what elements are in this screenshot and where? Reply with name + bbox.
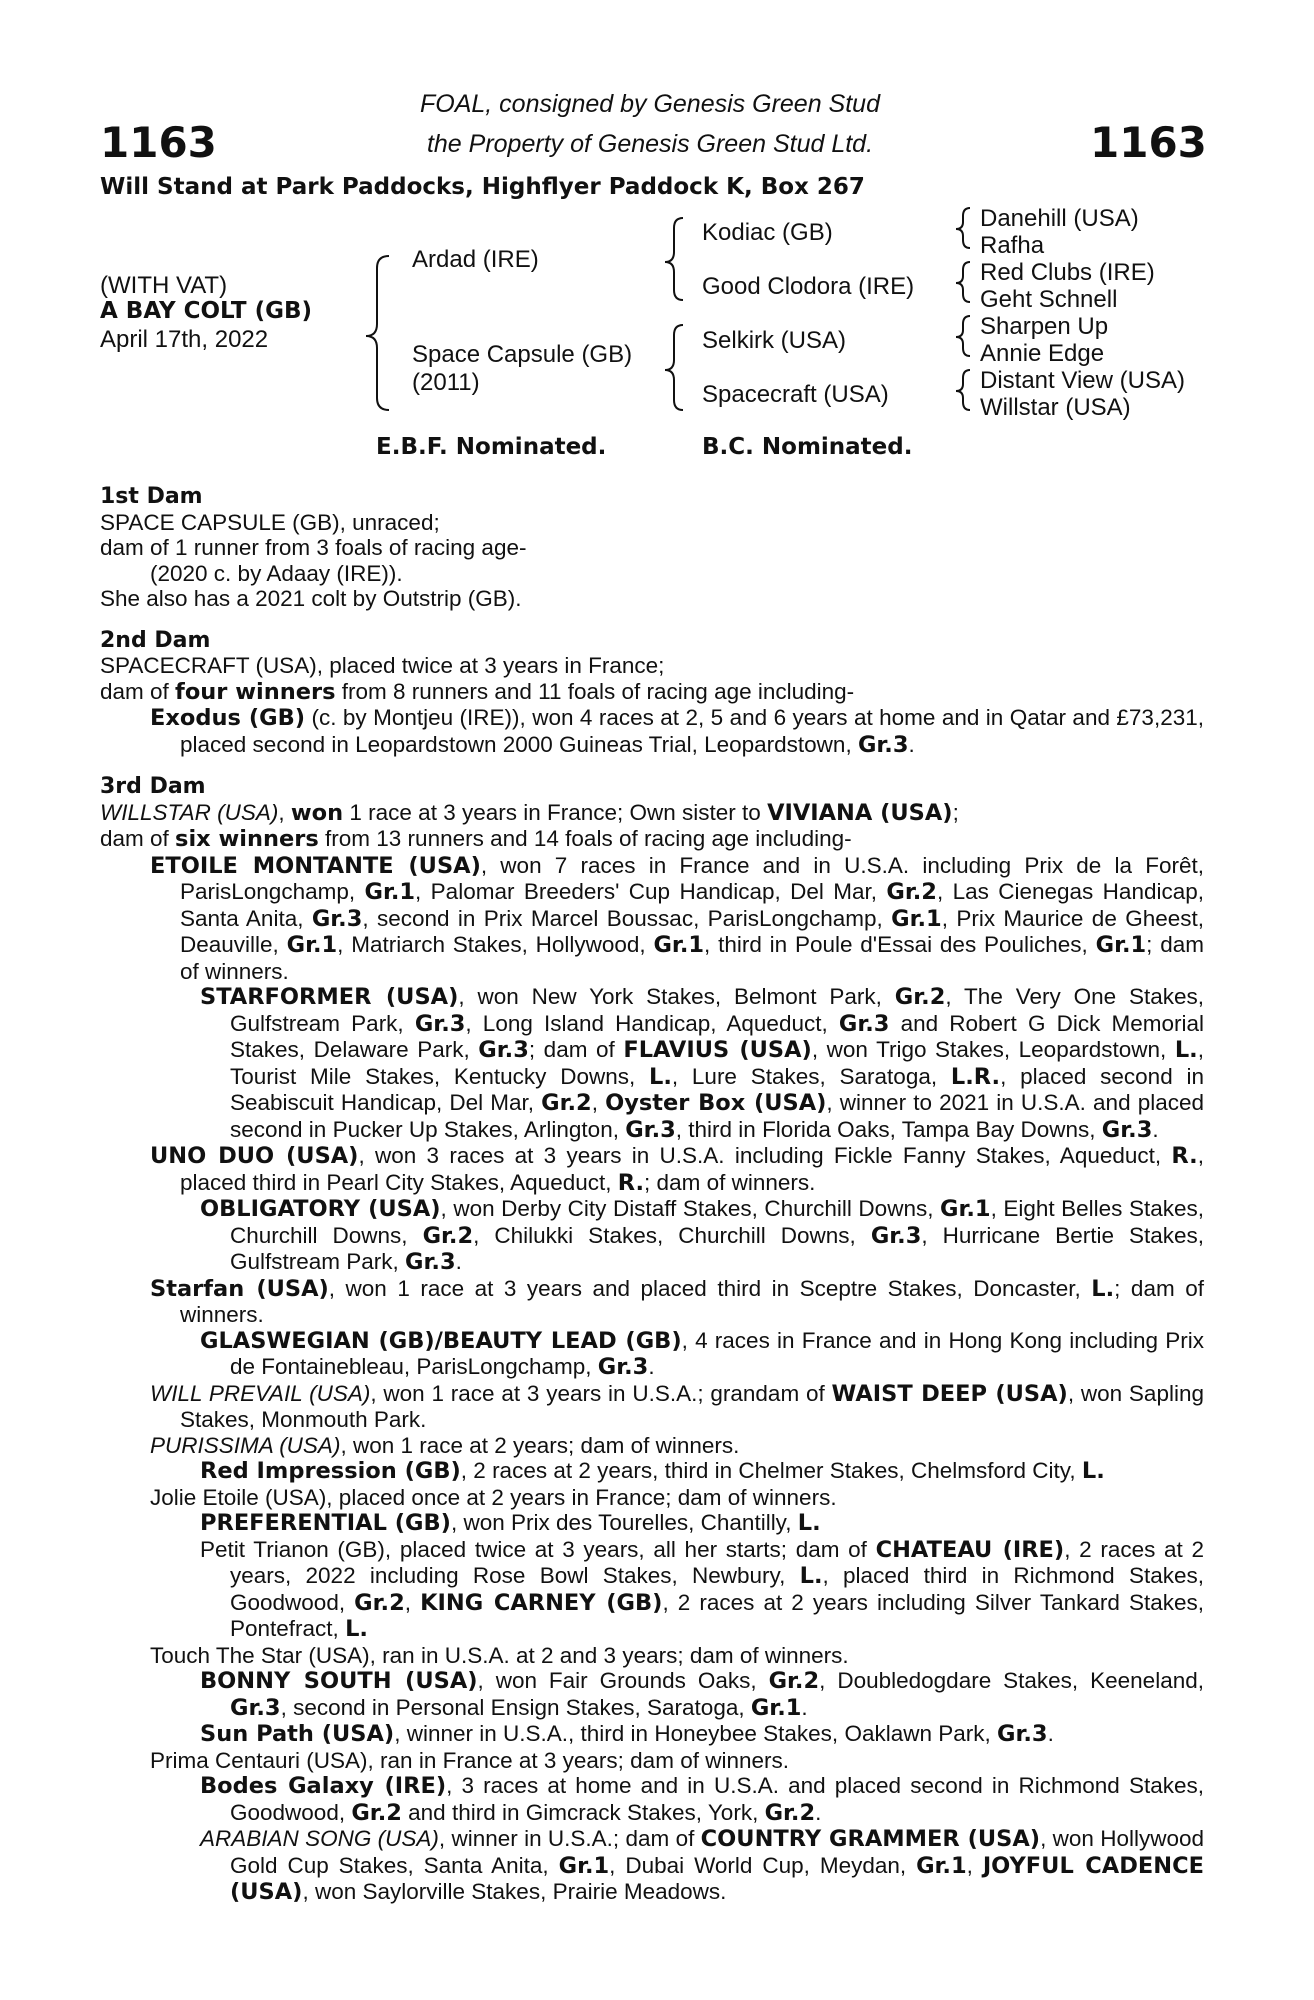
text-run: . (1152, 1116, 1159, 1142)
bold-text: L.R. (950, 1063, 1001, 1090)
text-run: SPACECRAFT (USA), placed twice at 3 years in France; (100, 653, 665, 678)
bold-text: L. (1091, 1275, 1115, 1302)
pedigree-g4-5: Sharpen Up (980, 313, 1109, 340)
text-run: 1 race at 3 years in France; Own sister to (343, 799, 768, 825)
bold-text: Gr.3 (414, 1010, 466, 1037)
text-run: , won Derby City Distaff Stakes, Churchill Downs, (440, 1196, 940, 1221)
text-run: from 8 runners and 11 foals of racing age including- (335, 678, 855, 704)
text-run: ; dam of winners. (644, 1169, 816, 1195)
text-run: , won 7 races in France and in U.S.A. including Prix de la Forêt, ParisLongchamp, (180, 852, 1204, 904)
text-run: , won New York Stakes, Belmont Park, (458, 984, 895, 1009)
text-run: . (455, 1249, 462, 1274)
bold-text: KING CARNEY (GB) (420, 1589, 663, 1616)
bold-text: Gr.3 (1101, 1116, 1153, 1143)
text-run: , Las Cienegas Handicap, Santa Anita, (180, 879, 1204, 931)
pedigree-dam: Space Capsule (GB) (412, 341, 633, 368)
bold-text: L. (799, 1563, 823, 1589)
record-entry (100, 1773, 1204, 1826)
text-run: dam of (100, 678, 176, 704)
bold-text: ETOILE MONTANTE (USA) (150, 852, 481, 879)
bold-text: COUNTRY GRAMMER (USA) (700, 1826, 1041, 1852)
bold-text: four winners (175, 678, 336, 705)
bold-text: L. (1174, 1037, 1198, 1063)
bold-text: Gr.1 (750, 1694, 802, 1721)
pedigree-g4-8: Willstar (USA) (980, 394, 1131, 421)
record-entry (100, 1328, 1204, 1381)
italic-text: PURISSIMA (USA) (150, 1432, 341, 1458)
bold-text: L. (1081, 1458, 1105, 1484)
text-run: (2020 c. by Adaay (IRE)). (150, 560, 403, 586)
brace-g4-3 (956, 316, 970, 356)
text-run: SPACE CAPSULE (GB), unraced; (100, 509, 440, 535)
pedigree-g4-7: Distant View (USA) (980, 367, 1185, 394)
text-run: . (1047, 1721, 1054, 1746)
bold-text: STARFORMER (USA) (200, 984, 459, 1010)
text-run: from 13 runners and 14 foals of racing age including- (318, 826, 852, 851)
bc-nomination: B.C. Nominated. (702, 434, 913, 460)
pedigree-g4-4: Geht Schnell (980, 286, 1118, 313)
text-run: , second in Personal Ensign Stakes, Saratoga, (280, 1694, 751, 1720)
record-entry (100, 1143, 1204, 1196)
text-run: , won Trigo Stakes, Leopardstown, (811, 1037, 1175, 1062)
pedigree-sire-sire: Kodiac (GB) (702, 219, 833, 246)
bold-text: Gr.3 (838, 1010, 890, 1037)
bold-text: Gr.2 (351, 1799, 402, 1826)
bold-text: R. (617, 1169, 645, 1196)
record-entry (100, 1748, 1204, 1774)
text-run: dam of 1 runner from 3 foals of racing age- (100, 535, 527, 560)
text-run: , winner to 2021 in U.S.A. and placed second in Pucker Up Stakes, Arlington, (230, 1090, 1205, 1142)
italic-text: ARABIAN SONG (USA) (200, 1826, 439, 1851)
lot-number-right: 1163 (1090, 118, 1207, 167)
bold-text: GLASWEGIAN (GB)/BEAUTY LEAD (GB) (200, 1327, 682, 1354)
text-run: and third in Gimcrack Stakes, York, (401, 1799, 765, 1825)
bold-text: Gr.2 (541, 1090, 592, 1116)
text-run: She also has a 2021 colt by Outstrip (GB). (100, 586, 522, 611)
bold-text: Gr.2 (894, 984, 946, 1010)
vat-note: (WITH VAT) (100, 272, 228, 299)
bold-text: Gr.1 (1095, 932, 1147, 958)
record-entry (100, 679, 1204, 706)
bold-text: Sun Path (USA) (200, 1721, 395, 1747)
text-run: and Robert G Dick Memorial Stakes, Delaware Park, (230, 1010, 1204, 1062)
bold-text: FLAVIUS (USA) (623, 1037, 812, 1063)
text-run: , Tourist Mile Stakes, Kentucky Downs, (230, 1037, 1204, 1089)
text-run: , Lure Stakes, Saratoga, (671, 1063, 951, 1089)
text-run: , 2 races at 2 years, 2022 including Rose Bowl Stakes, Newbury, (230, 1536, 1204, 1588)
bold-text: Red Impression (GB) (200, 1458, 461, 1484)
bold-text: WAIST DEEP (USA) (831, 1380, 1068, 1407)
pedigree-dam-sire: Selkirk (USA) (702, 327, 847, 354)
bold-text: L. (345, 1616, 368, 1642)
text-run: , Dubai World Cup, Meydan, (609, 1852, 917, 1878)
text-run: , placed third in Richmond Stakes, Goodwood, (230, 1563, 1204, 1615)
bold-text: Oyster Box (USA) (605, 1090, 827, 1116)
pedigree-sire-dam: Good Clodora (IRE) (702, 273, 915, 300)
record-entry (100, 1537, 1204, 1643)
bold-text: Gr.3 (997, 1721, 1048, 1747)
consignment-line-1: FOAL, consigned by Genesis Green Stud (420, 90, 880, 118)
record-entry (100, 1510, 1204, 1537)
section-heading: 1st Dam (100, 484, 203, 509)
brace-g4-2 (956, 262, 970, 302)
text-run: , won Hollywood Gold Cup Stakes, Santa Anita, (230, 1826, 1205, 1878)
text-run: , The Very One Stakes, Gulfstream Park, (230, 984, 1204, 1036)
text-run: , 2 races at 2 years including Silver Tankard Stakes, Pontefract, (230, 1589, 1204, 1641)
bold-text: Starfan (USA) (150, 1275, 329, 1302)
record-entry (100, 705, 1204, 758)
bold-text: Gr.2 (768, 1668, 820, 1694)
brace-dam (665, 325, 683, 410)
bold-text: R. (1171, 1143, 1198, 1169)
text-run: ; dam of (528, 1037, 624, 1062)
consignment-line-2: the Property of Genesis Green Stud Ltd. (426, 130, 874, 158)
text-run: , placed third in Pearl City Stakes, Aqueduct, (180, 1143, 1204, 1195)
record-entry (100, 1433, 1204, 1459)
bold-text: Exodus (GB) (150, 705, 306, 731)
brace-g4-4 (956, 370, 970, 410)
text-run: , (278, 799, 291, 825)
text-run: , placed second in Seabiscuit Handicap, Del Mar, (230, 1063, 1204, 1115)
bold-text: won (290, 799, 344, 826)
text-run: , won 1 race at 2 years; dam of winners. (340, 1432, 740, 1458)
bold-text: Gr.3 (405, 1249, 456, 1275)
pedigree-g4-3: Red Clubs (IRE) (980, 259, 1155, 286)
record-entry (100, 1458, 1204, 1485)
text-run: , won Prix des Tourelles, Chantilly, (450, 1510, 798, 1535)
bold-text: six winners (175, 826, 319, 852)
bold-text: Gr.1 (653, 932, 705, 958)
lot-number-left: 1163 (100, 118, 217, 167)
bold-text: Gr.2 (886, 879, 937, 905)
text-run: , Matriarch Stakes, Hollywood, (337, 932, 654, 957)
lot-name: A BAY COLT (GB) (100, 298, 313, 324)
record-entry (100, 1276, 1204, 1328)
pedigree-sire: Ardad (IRE) (412, 246, 539, 273)
text-run: , third in Poule d'Essai des Pouliches, (704, 932, 1096, 957)
bold-text: Gr.3 (597, 1354, 649, 1380)
bold-text: JOYFUL CADENCE (USA) (230, 1852, 1204, 1905)
bold-text: Gr.1 (558, 1852, 610, 1879)
stand-location: Will Stand at Park Paddocks, Highflyer Paddock K, Box 267 (100, 174, 865, 200)
date-of-birth: April 17th, 2022 (100, 326, 269, 353)
bold-text: L. (797, 1510, 821, 1536)
bold-text: L. (649, 1063, 672, 1090)
text-run: , won Saylorville Stakes, Prairie Meadows. (302, 1879, 727, 1904)
record-entry (100, 1196, 1204, 1276)
pedigree-g4-6: Annie Edge (980, 340, 1105, 367)
text-run: , won 1 race at 3 years in U.S.A.; grandam of (370, 1380, 832, 1406)
text-run: , Palomar Breeders' Cup Handicap, Del Mar, (415, 879, 887, 904)
text-run: Jolie Etoile (USA), placed once at 2 years in France; dam of winners. (150, 1484, 837, 1510)
text-run: , second in Prix Marcel Boussac, ParisLongchamp, (362, 905, 892, 931)
bold-text: Gr.3 (625, 1116, 676, 1143)
produce-record (100, 484, 1204, 1906)
record-entry (100, 1826, 1204, 1906)
bold-text: Gr.3 (857, 731, 909, 758)
text-run: ; dam of winners. (180, 1275, 1204, 1327)
text-run: . (908, 731, 915, 757)
brace-sire (665, 218, 683, 300)
record-entry (100, 984, 1204, 1143)
text-run: , third in Florida Oaks, Tampa Bay Downs, (675, 1116, 1102, 1142)
bold-text: Gr.3 (870, 1222, 922, 1249)
text-run: , 2 races at 2 years, third in Chelmer Stakes, Chelmsford City, (460, 1458, 1082, 1483)
text-run: , won Fair Grounds Oaks, (477, 1668, 769, 1693)
bold-text: VIVIANA (USA) (767, 799, 953, 826)
bold-text: OBLIGATORY (USA) (200, 1196, 441, 1222)
text-run: , won Sapling Stakes, Monmouth Park. (180, 1380, 1204, 1432)
bold-text: Gr.3 (478, 1037, 529, 1063)
text-run: Prima Centauri (USA), ran in France at 3 years; dam of winners. (150, 1747, 789, 1773)
text-run: ; dam of winners. (180, 932, 1204, 984)
bold-text: PREFERENTIAL (GB) (200, 1510, 451, 1536)
record-entry (100, 1643, 1204, 1669)
brace-main (366, 256, 389, 410)
pedigree-dam-year: (2011) (412, 369, 480, 396)
record-entry (100, 1381, 1204, 1433)
record-entry (100, 586, 1204, 612)
text-run: , Doubledogdare Stakes, Keeneland, (819, 1668, 1204, 1693)
bold-text: BONNY SOUTH (USA) (200, 1668, 478, 1694)
text-run: , 3 races at home and in U.S.A. and placed second in Richmond Stakes, Goodwood, (230, 1773, 1204, 1825)
text-run: Touch The Star (USA), ran in U.S.A. at 2 and 3 years; dam of winners. (150, 1642, 849, 1668)
record-entry (100, 653, 1204, 679)
italic-text: WILL PREVAIL (USA) (150, 1380, 371, 1406)
text-run: (c. by Montjeu (IRE)), won 4 races at 2, 5 and 6 years at home and in Qatar and £73,231, placed second in Leopardstown 2000 Guineas Trial, Leopardstown, (180, 705, 1204, 757)
bold-text: Bodes Galaxy (IRE) (200, 1773, 447, 1799)
text-run: , Chilukki Stakes, Churchill Downs, (473, 1222, 871, 1248)
text-run: dam of (100, 826, 176, 851)
bold-text: Gr.3 (230, 1694, 281, 1721)
text-run: Petit Trianon (GB), placed twice at 3 years, all her starts; dam of (200, 1536, 876, 1562)
bold-text: Gr.3 (311, 905, 363, 932)
section-heading: 2nd Dam (100, 627, 211, 653)
text-run: , winner in U.S.A., third in Honeybee Stakes, Oaklawn Park, (394, 1721, 997, 1746)
section-heading: 3rd Dam (100, 774, 206, 799)
bold-text: CHATEAU (IRE) (875, 1536, 1065, 1563)
text-run: , Prix Maurice de Gheest, Deauville, (180, 905, 1204, 957)
record-entry (100, 826, 1204, 853)
bold-text: Gr.2 (764, 1799, 816, 1826)
text-run: , (404, 1589, 421, 1615)
text-run: , (591, 1090, 606, 1115)
pedigree-dam-dam: Spacecraft (USA) (702, 381, 889, 408)
text-run: . (801, 1694, 808, 1720)
bold-text: Gr.1 (891, 905, 942, 932)
bold-text: Gr.1 (916, 1852, 967, 1879)
text-run: . (648, 1354, 655, 1379)
record-entry (100, 1668, 1204, 1721)
record-entry (100, 1721, 1204, 1748)
record-entry (100, 510, 1204, 536)
text-run: , winner in U.S.A.; dam of (438, 1826, 701, 1851)
pedigree-g4-1: Danehill (USA) (980, 205, 1139, 232)
ebf-nomination: E.B.F. Nominated. (376, 434, 607, 460)
record-entry (100, 1485, 1204, 1511)
bold-text: Gr.1 (940, 1196, 991, 1222)
bold-text: UNO DUO (USA) (150, 1143, 359, 1169)
bold-text: Gr.2 (354, 1589, 405, 1616)
record-entry (100, 535, 1204, 561)
bold-text: Gr.2 (422, 1222, 474, 1249)
pedigree-g4-2: Rafha (980, 232, 1045, 259)
record-entry (100, 561, 1204, 587)
text-run: , won 3 races at 3 years in U.S.A. including Fickle Fanny Stakes, Aqueduct, (358, 1143, 1172, 1168)
text-run: , won 1 race at 3 years and placed third in Sceptre Stakes, Doncaster, (328, 1275, 1092, 1301)
text-run: , Long Island Handicap, Aqueduct, (465, 1010, 839, 1036)
bold-text: Gr.1 (286, 932, 338, 958)
text-run: , (966, 1852, 983, 1878)
brace-g4-1 (956, 208, 970, 248)
bold-text: Gr.1 (364, 879, 416, 905)
record-entry (100, 853, 1204, 985)
text-run: . (815, 1799, 822, 1825)
record-entry (100, 800, 1204, 827)
text-run: , Hurricane Bertie Stakes, Gulfstream Park, (230, 1222, 1205, 1274)
italic-text: WILLSTAR (USA) (100, 799, 279, 825)
text-run: , 4 races in France and in Hong Kong including Prix de Fontainebleau, ParisLongchamp, (230, 1327, 1204, 1379)
text-run: ; (952, 799, 959, 825)
text-run: , Eight Belles Stakes, Churchill Downs, (230, 1196, 1204, 1248)
